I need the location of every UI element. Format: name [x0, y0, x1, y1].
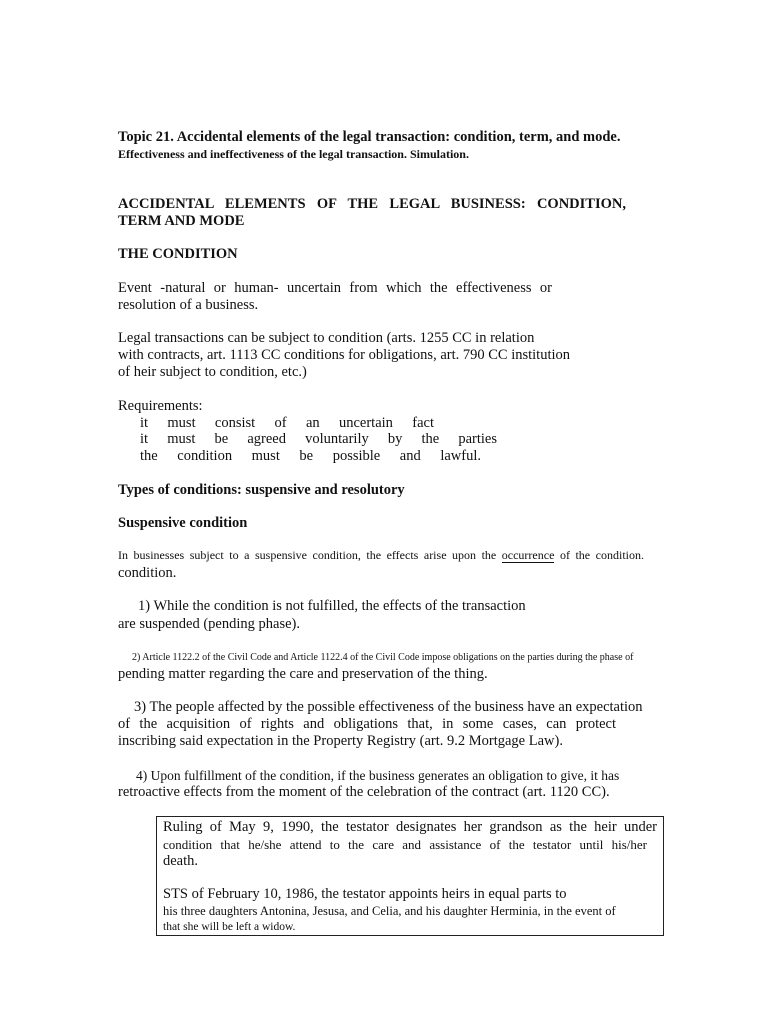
- requirements-label: Requirements:: [118, 398, 203, 414]
- point-4-line-1: 4) Upon fulfillment of the condition, if the business generates an obligation to give, it has: [136, 768, 620, 783]
- point-3-line-1: 3) The people affected by the possible effectiveness of the business have an expectation: [134, 699, 643, 715]
- topic-title: Topic 21. Accidental elements of the legal transaction: condition, term, and mode.: [118, 129, 621, 145]
- ruling-1-line-3: death.: [163, 853, 199, 869]
- ruling-1-line-1: Ruling of May 9, 1990, the testator designates her grandson as the heir under: [163, 819, 657, 835]
- rulings-box: [156, 816, 664, 936]
- legal-transactions-line-3: of heir subject to condition, etc.): [118, 364, 307, 380]
- section-heading-line-2: TERM AND MODE: [118, 213, 245, 229]
- legal-transactions-line-1: Legal transactions can be subject to condition (arts. 1255 CC in relation: [118, 330, 535, 346]
- point-3-line-2: of the acquisition of rights and obligations that, in some cases, can protect: [118, 716, 616, 732]
- types-heading: Types of conditions: suspensive and resolutory: [118, 482, 405, 498]
- definition-line-1: Event -natural or human- uncertain from which the effectiveness or: [118, 280, 552, 296]
- point-4-line-2: retroactive effects from the moment of the celebration of the contract (art. 1120 CC).: [118, 784, 610, 800]
- ruling-2-line-1: STS of February 10, 1986, the testator appoints heirs in equal parts to: [163, 886, 567, 902]
- condition-heading: THE CONDITION: [118, 246, 238, 262]
- requirement-item: it must be agreed voluntarily by the parties: [140, 431, 497, 447]
- occurrence-underlined: occurrence: [501, 548, 555, 562]
- suspensive-intro-line-2: condition.: [118, 565, 177, 581]
- point-3-line-3: inscribing said expectation in the Property Registry (art. 9.2 Mortgage Law).: [118, 733, 563, 749]
- legal-transactions-line-2: with contracts, art. 1113 CC conditions for obligations, art. 790 CC institution: [118, 347, 571, 363]
- suspensive-heading: Suspensive condition: [118, 515, 248, 531]
- topic-subtitle: Effectiveness and ineffectiveness of the legal transaction. Simulation.: [118, 147, 469, 161]
- point-1-line-1: 1) While the condition is not fulfilled, the effects of the transaction: [138, 598, 526, 614]
- point-2-line-1: 2) Article 1122.2 of the Civil Code and Article 1122.4 of the Civil Code impose obligations on the parties during the phase of: [132, 652, 634, 663]
- requirement-item: it must consist of an uncertain fact: [140, 415, 434, 431]
- suspensive-intro-line-1: In businesses subject to a suspensive condition, the effects arise upon the occurrence of the condition.: [118, 548, 644, 562]
- definition-line-2: resolution of a business.: [118, 297, 259, 313]
- requirement-item: the condition must be possible and lawful.: [140, 448, 481, 464]
- section-heading-line-1: ACCIDENTAL ELEMENTS OF THE LEGAL BUSINESS: CONDITION,: [118, 196, 626, 212]
- ruling-2-line-2: his three daughters Antonina, Jesusa, and Celia, and his daughter Herminia, in the event of: [163, 904, 616, 918]
- ruling-1-line-2: condition that he/she attend to the care and assistance of the testator until his/her: [163, 837, 647, 852]
- point-2-line-2: pending matter regarding the care and preservation of the thing.: [118, 666, 488, 682]
- ruling-2-line-3: that she will be left a widow.: [163, 921, 296, 933]
- point-1-line-2: are suspended (pending phase).: [118, 616, 300, 632]
